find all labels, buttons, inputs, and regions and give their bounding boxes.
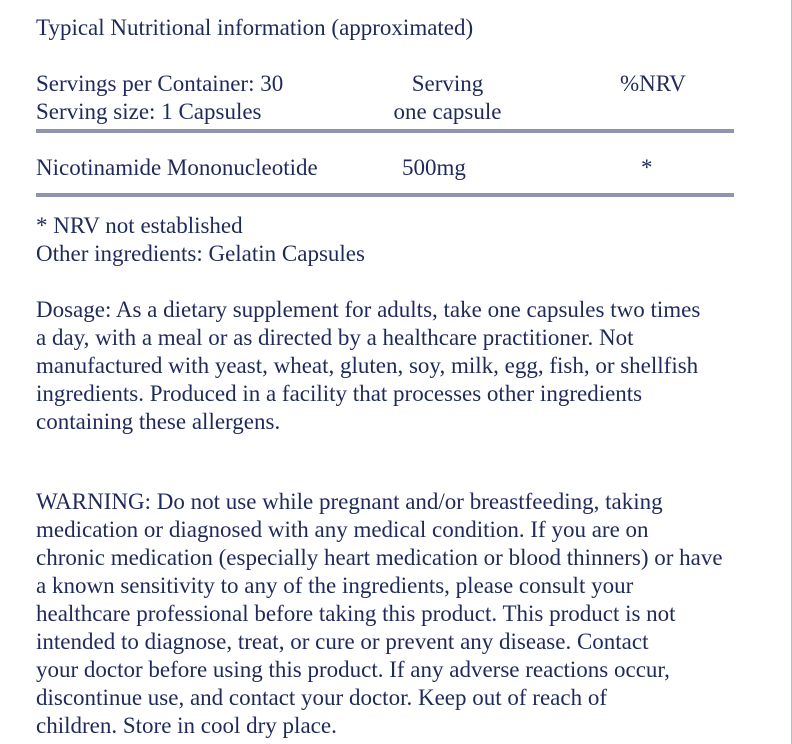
dosage-line: ingredients. Produced in a facility that processes other ingredients	[36, 381, 643, 406]
serving-value: one capsule	[393, 99, 502, 124]
dosage-paragraph	[36, 296, 771, 436]
warning-line: your doctor before using this product. If any adverse reactions occur,	[36, 657, 670, 682]
servings-per-container: Servings per Container: 30	[36, 71, 284, 96]
dosage-line: a day, with a meal or as directed by a healthcare practitioner. Not	[36, 325, 634, 350]
warning-line: WARNING: Do not use while pregnant and/or breastfeeding, taking	[36, 489, 663, 514]
warning-line: medication or diagnosed with any medical condition. If you are on	[36, 517, 649, 542]
dosage-line: containing these allergens.	[36, 409, 281, 434]
serving-size: Serving size: 1 Capsules	[36, 99, 262, 124]
warning-line: chronic medication (especially heart medication or blood thinners) or have	[36, 545, 723, 570]
dosage-line: manufactured with yeast, wheat, gluten, soy, milk, egg, fish, or shellfish	[36, 353, 699, 378]
warning-line: children. Store in cool dry place.	[36, 713, 337, 738]
warning-line: healthcare professional before taking this product. This product is not	[36, 601, 676, 626]
nrv-column-header: %NRV	[620, 71, 686, 96]
warning-line: discontinue use, and contact your doctor. Keep out of reach of	[36, 685, 607, 710]
warning-line: a known sensitivity to any of the ingredients, please consult your	[36, 573, 634, 598]
ingredient-name: Nicotinamide Mononucleotide	[36, 155, 318, 180]
nrv-note: * NRV not established	[36, 213, 243, 238]
ingredient-nrv: *	[641, 155, 653, 180]
warning-line: intended to diagnose, treat, or cure or prevent any disease. Contact	[36, 629, 649, 654]
serving-label: Serving	[411, 71, 484, 96]
dosage-line: Dosage: As a dietary supplement for adults, take one capsules two times	[36, 297, 701, 322]
servings-info	[36, 70, 283, 126]
other-ingredients-note: Other ingredients: Gelatin Capsules	[36, 241, 365, 266]
notes	[36, 212, 365, 268]
serving-column-header	[390, 70, 505, 126]
warning-paragraph	[36, 488, 771, 740]
page-title: Typical Nutritional information (approximated)	[36, 15, 474, 40]
table-divider-bottom	[36, 193, 734, 197]
table-divider-top	[36, 129, 734, 133]
ingredient-amount: 500mg	[402, 155, 466, 180]
